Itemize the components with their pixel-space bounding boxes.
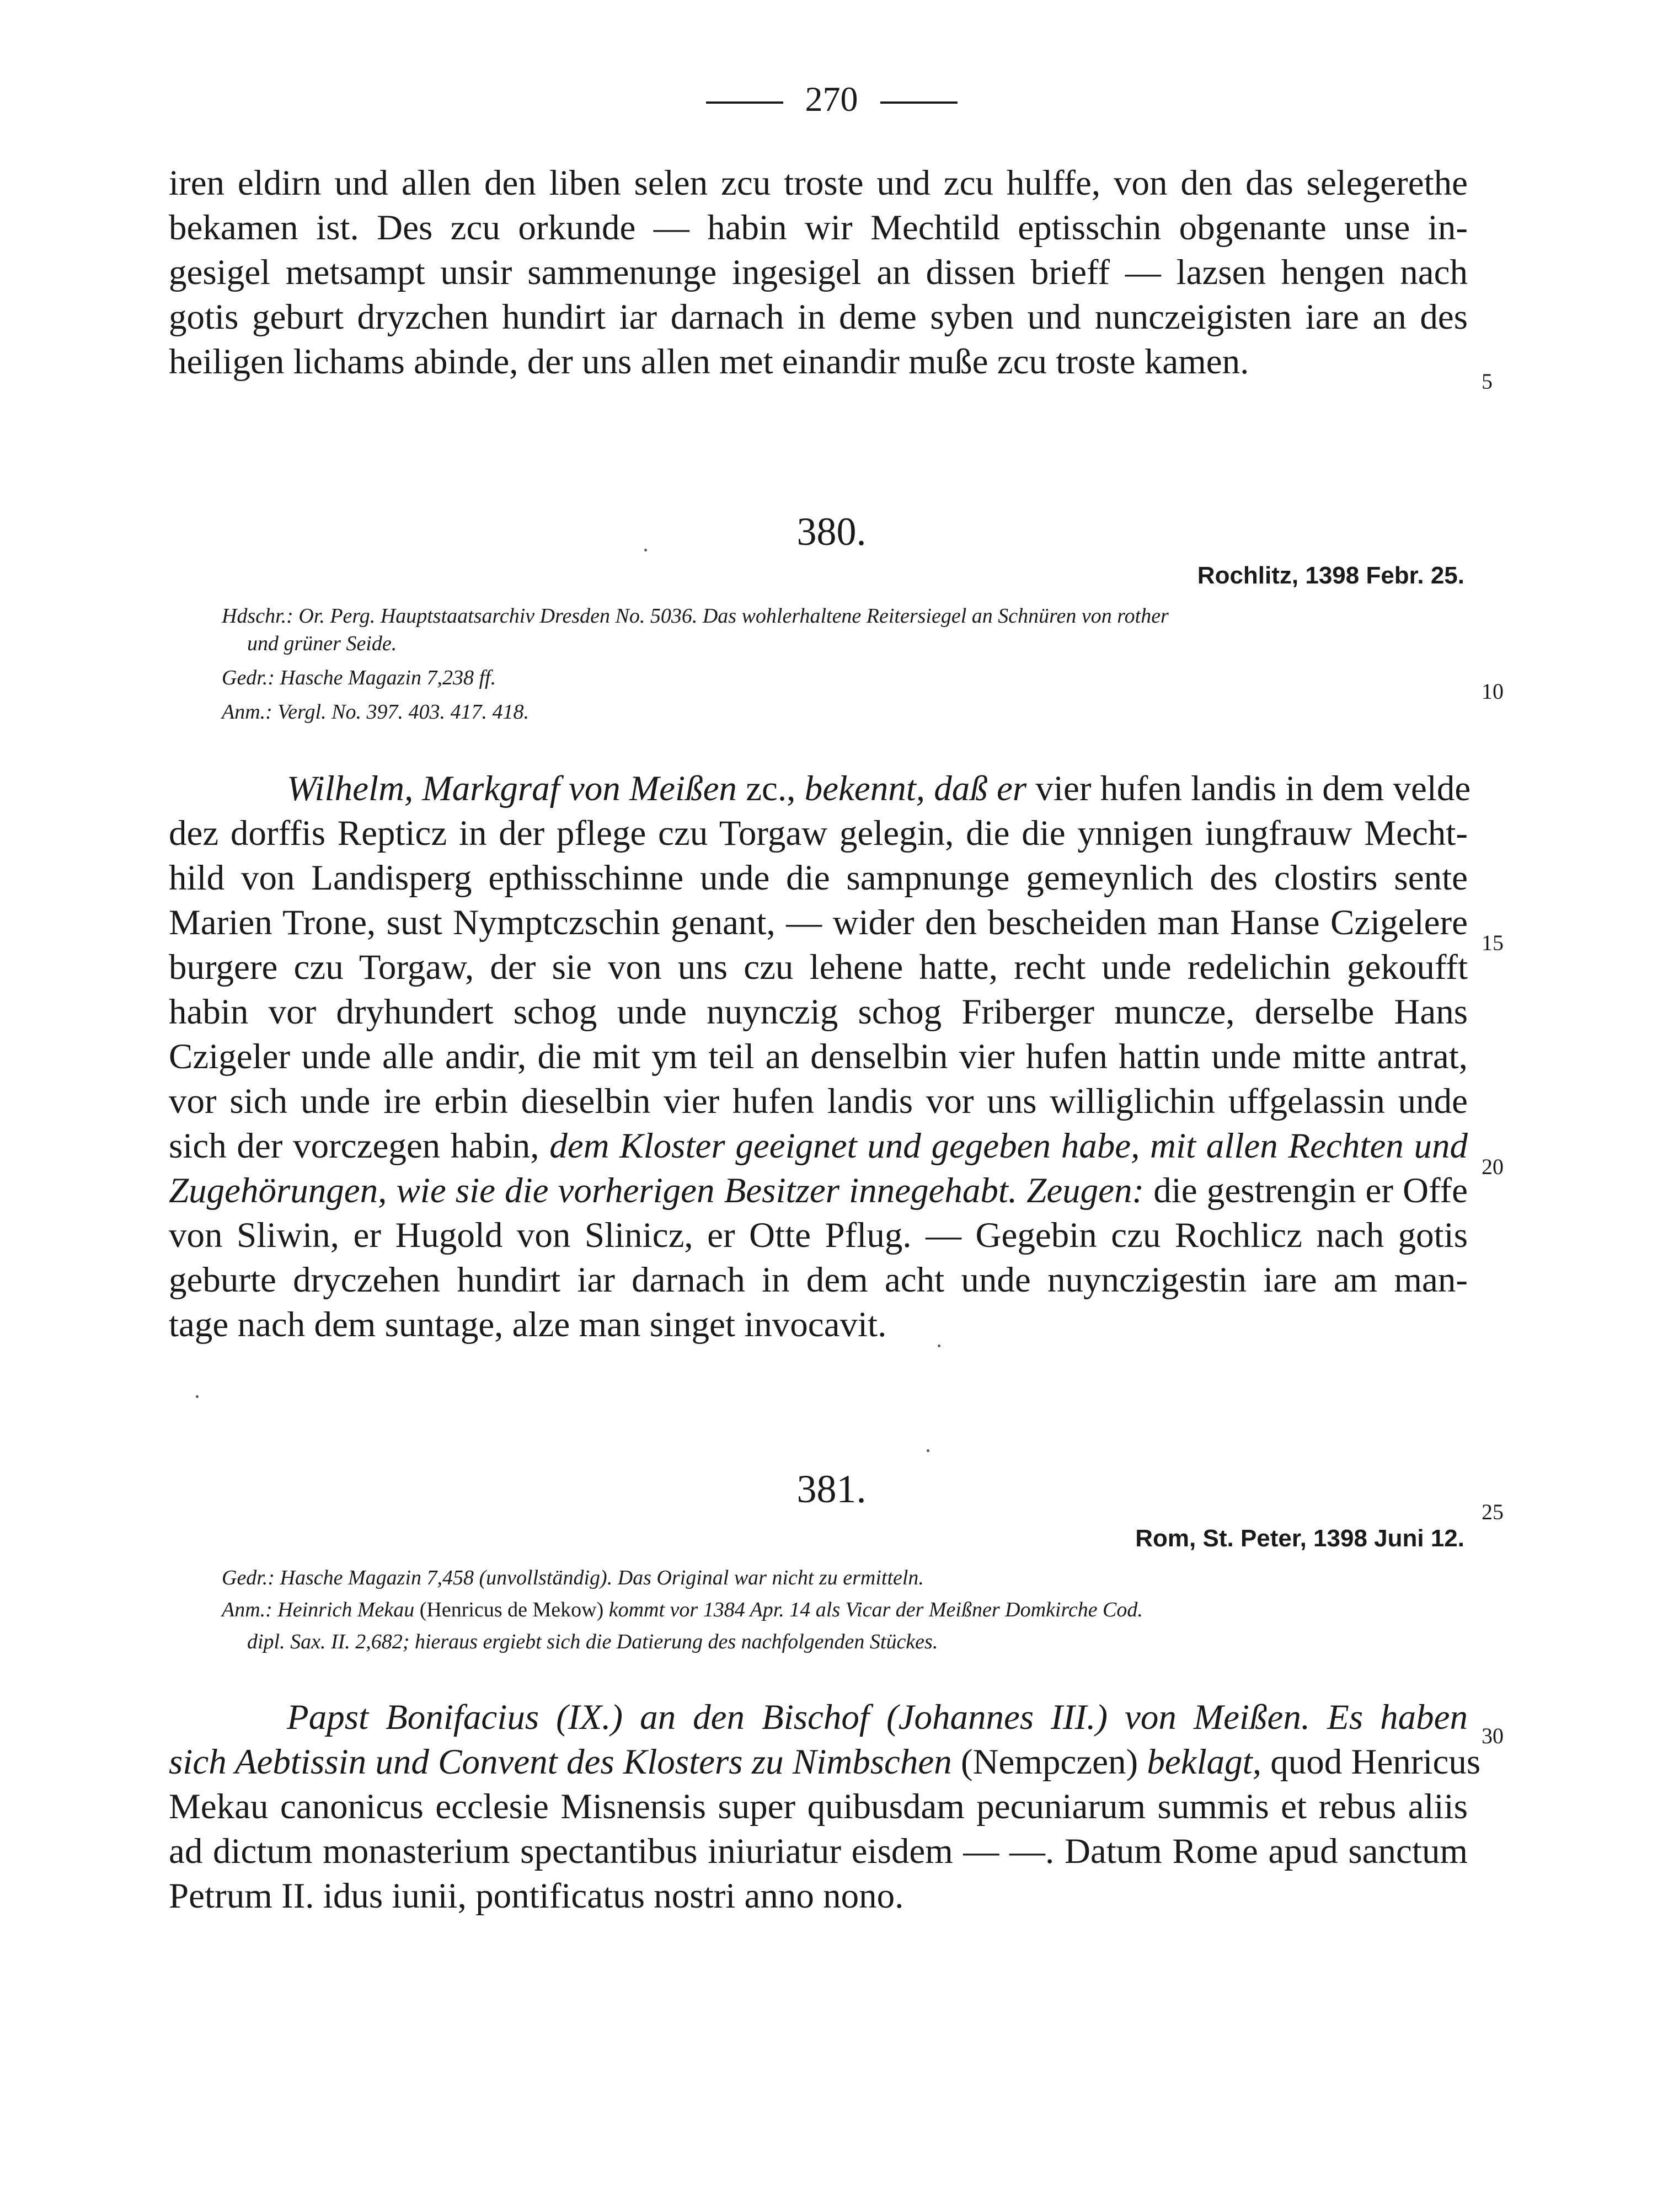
text-line: Papst Bonifacius (IX.) an den Bischof (Johannes III.) von Meißen. Es haben	[287, 1697, 1468, 1737]
text-line: gotis geburt dryzchen hundirt iar darnach in deme syben und nunczeigisten iare an des	[169, 297, 1468, 337]
document-dateline: Rom, St. Peter, 1398 Juni 12.	[1135, 1525, 1464, 1552]
source-note-line	[222, 1599, 1143, 1620]
text-line: Petrum II. idus iunii, pontificatus nostri anno nono.	[169, 1876, 904, 1916]
page-header	[0, 79, 1663, 119]
text-run: sich der vorczegen habin,	[169, 1126, 550, 1166]
text-line: hild von Landisperg epthisschinne unde die sampnunge gemeynlich des clostirs sente	[169, 858, 1468, 898]
text-line: gesigel metsampt unsir sammenunge ingesigel an dissen brieff — lazsen hengen nach	[169, 253, 1468, 292]
text-line: Marien Trone, sust Nymptczschin genant, — wider den bescheiden man Hanse Czigelere	[169, 903, 1468, 942]
scan-speck	[644, 549, 647, 551]
text-run: zc.,	[736, 769, 805, 808]
text-run: die gestrengin er Offe	[1144, 1171, 1468, 1211]
page-number: 270	[805, 79, 858, 119]
text-line: geburte dryczehen hundirt iar darnach in dem acht unde nuynczigestin iare am man-	[169, 1260, 1468, 1300]
scan-speck	[927, 1449, 929, 1452]
text-line: tage nach dem suntage, alze man singet invocavit.	[169, 1305, 887, 1345]
regest-text: beklagt,	[1147, 1742, 1261, 1782]
text-run: (Henricus de Mekow)	[419, 1598, 604, 1621]
text-line: heiligen lichams abinde, der uns allen met einandir muße zcu troste kamen.	[169, 342, 1249, 382]
text-run: vier hufen landis in dem velde	[1026, 769, 1471, 808]
text-run: (Nempczen)	[951, 1742, 1147, 1782]
text-run: Anm.: Heinrich Mekau	[222, 1598, 420, 1621]
document-number: 381.	[796, 1467, 867, 1511]
text-line: iren eldirn und allen den liben selen zcu troste und zcu hulffe, von den das selegerethe	[169, 163, 1468, 203]
margin-line-number: 25	[1482, 1499, 1504, 1524]
text-line: burgere czu Torgaw, der sie von uns czu lehene hatte, recht unde redelichin gekoufft	[169, 947, 1468, 987]
header-rule-right	[880, 101, 958, 104]
text-line: vor sich unde ire erbin dieselbin vier hufen landis vor uns williglichin uffgelassin unde	[169, 1081, 1468, 1121]
margin-line-number: 5	[1482, 369, 1493, 394]
text-line	[287, 769, 1471, 808]
text-line: von Sliwin, er Hugold von Slinicz, er Otte Pflug. — Gegebin czu Rochlicz nach gotis	[169, 1215, 1468, 1255]
source-note-line: Gedr.: Hasche Magazin 7,238 ff.	[222, 666, 496, 689]
margin-line-number: 15	[1482, 930, 1504, 955]
margin-line-number: 20	[1482, 1154, 1504, 1179]
text-line: Czigeler unde alle andir, die mit ym teil an denselbin vier hufen hattin unde mitte antrat,	[169, 1037, 1468, 1076]
regest-text: dem Kloster geeignet und gegeben habe, mit allen Rechten und	[549, 1126, 1468, 1166]
text-run: quod Henricus	[1261, 1742, 1481, 1782]
source-note-line: und grüner Seide.	[247, 632, 397, 655]
document-number: 380.	[796, 510, 867, 554]
margin-line-number: 30	[1482, 1723, 1504, 1748]
header-rule-left	[706, 101, 783, 104]
text-line	[169, 1742, 1481, 1782]
source-note-line: Gedr.: Hasche Magazin 7,458 (unvollständig). Das Original war nicht zu ermitteln.	[222, 1566, 924, 1589]
regest-text: Zugehörungen, wie sie die vorherigen Besitzer innegehabt. Zeugen:	[169, 1171, 1145, 1211]
text-run: kommt vor 1384 Apr. 14 als Vicar der Meißner Domkirche Cod.	[603, 1598, 1143, 1621]
scan-speck	[196, 1395, 199, 1398]
text-line: habin vor dryhundert schog unde nuynczig schog Friberger muncze, derselbe Hans	[169, 992, 1468, 1032]
regest-text: Wilhelm, Markgraf von Meißen	[287, 769, 737, 808]
text-line: bekamen ist. Des zcu orkunde — habin wir Mechtild eptisschin obgenante unse in-	[169, 208, 1468, 248]
document-dateline: Rochlitz, 1398 Febr. 25.	[1197, 562, 1464, 589]
source-note-line: Anm.: Vergl. No. 397. 403. 417. 418.	[222, 700, 529, 724]
margin-line-number: 10	[1482, 679, 1504, 704]
text-line: dez dorffis Repticz in der pflege czu Torgaw gelegin, die die ynnigen iungfrauw Mecht-	[169, 813, 1468, 853]
regest-text: bekennt, daß er	[804, 769, 1027, 808]
source-note-line: Hdschr.: Or. Perg. Hauptstaatsarchiv Dresden No. 5036. Das wohlerhaltene Reitersiegel an Schnüren von rother	[222, 604, 1169, 628]
text-line: ad dictum monasterium spectantibus iniuriatur eisdem — —. Datum Rome apud sanctum	[169, 1831, 1468, 1871]
text-line	[169, 1173, 1468, 1209]
text-line: Mekau canonicus ecclesie Misnensis super quibusdam pecuniarum summis et rebus aliis	[169, 1787, 1468, 1827]
source-note-line: dipl. Sax. II. 2,682; hieraus ergiebt sich die Datierung des nachfolgenden Stückes.	[247, 1630, 938, 1653]
scan-speck	[938, 1345, 940, 1347]
text-line	[169, 1128, 1468, 1164]
regest-text: sich Aebtissin und Convent des Klosters zu Nimbschen	[169, 1742, 952, 1782]
